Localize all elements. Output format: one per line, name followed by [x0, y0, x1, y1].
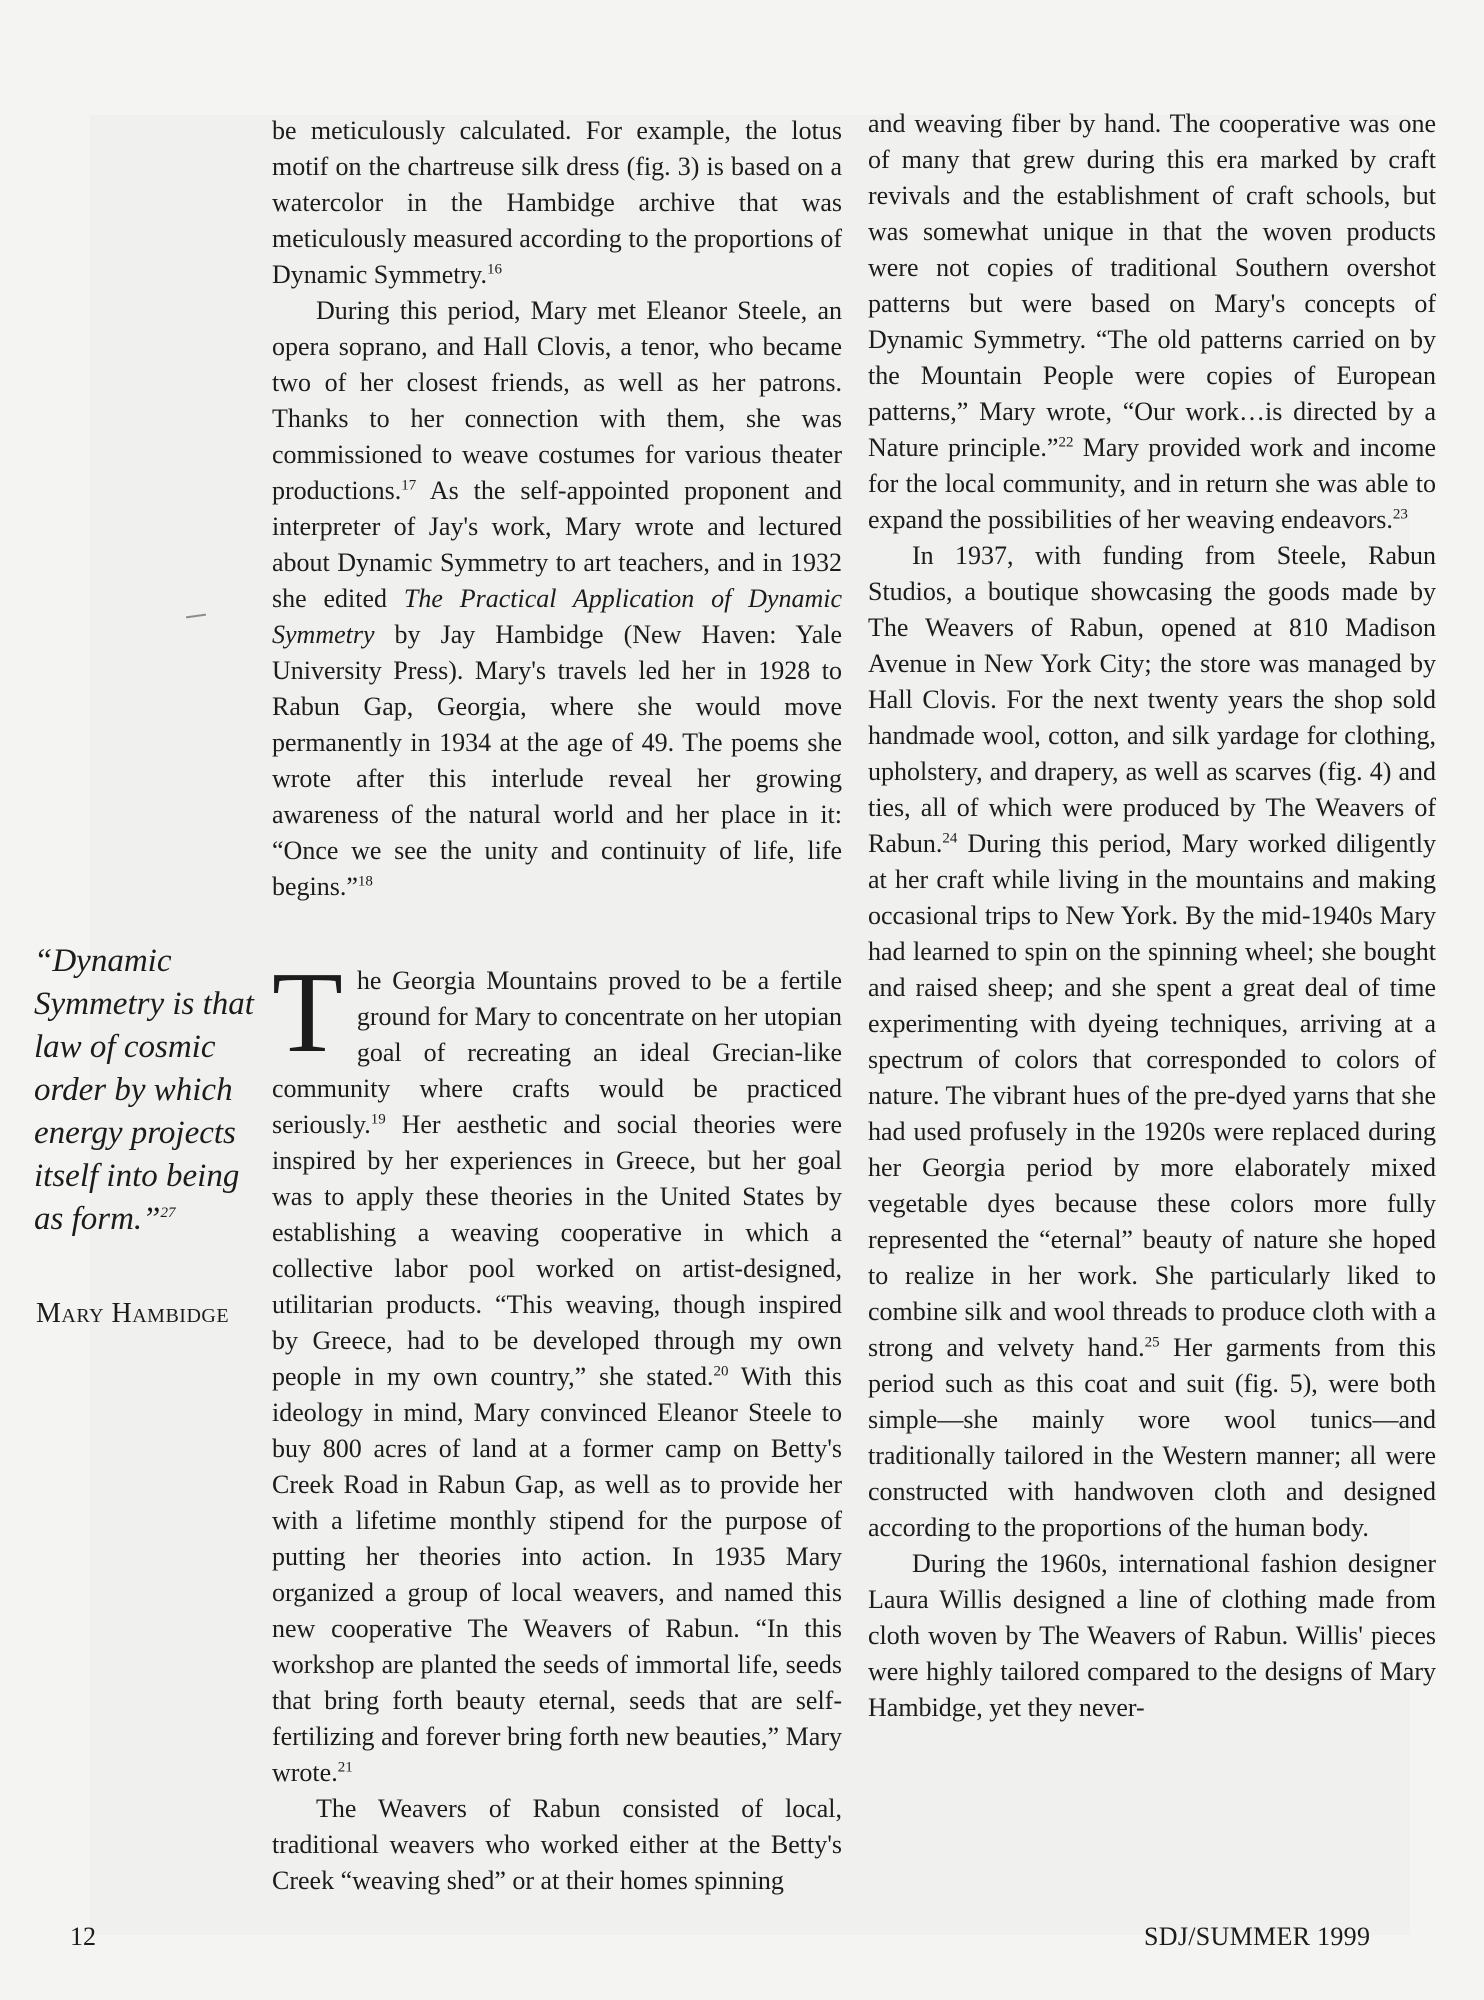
footnote-ref: 20: [713, 1363, 729, 1380]
section-break: [272, 905, 842, 963]
paragraph: be meticulously calculated. For example, the lotus motif on the chartreuse silk dress (fig. 3) is based on a watercolor in the Hambidge archive that was meticulously measured according to the proportions of Dynamic Symmetry.$^{16}$: [272, 116, 842, 289]
paragraph: and weaving fiber by hand. The cooperative was one of many that grew during this era marked by craft revivals and the establishment of craft schools, but was somewhat unique in that the woven products were not copies of traditional Southern overshot patterns but were based on Mary's concepts of Dynamic Symmetry. “The old patterns carried on by the Mountain People were copies of European patterns,” Mary wrote, “Our work…is directed by a Nature principle.”$^{22}$ Mary provided work and income for the local community, and in return she was able to expand the possibilities of her weaving endeavors.$^{23}$: [868, 109, 1436, 534]
footnote-ref: 17: [401, 477, 417, 494]
footnote-ref: 24: [942, 830, 958, 847]
middle-column: [272, 113, 842, 1899]
footnote-ref: 25: [1144, 1334, 1160, 1351]
footnote-ref: 19: [370, 1111, 386, 1128]
footnote-ref: 27: [160, 1205, 176, 1221]
paragraph: In 1937, with funding from Steele, Rabun Studios, a boutique showcasing the goods made by The Weavers of Rabun, opened at 810 Madison Avenue in New York City; the store was managed by Hall Clovis. For the next twenty years the shop sold handmade wool, cotton, and silk yardage for clothing, upholstery, and drapery, as well as scarves (fig. 4) and ties, all of which were produced by The Weavers of Rabun.$^{24}$ During this period, Mary worked diligently at her craft while living in the mountains and making occasional trips to New York. By the mid-1940s Mary had learned to spin on the spinning wheel; she bought and raised sheep; and she spent a great deal of time experimenting with dyeing techniques, arriving at a spectrum of colors that corresponded to colors of nature. The vibrant hues of the pre-dyed yarns that she had used profusely in the 1920s were replaced during her Georgia period by more elaborately mixed vegetable dyes because these colors more fully represented the “eternal” beauty of nature she hoped to realize in her work. She particularly liked to combine silk and wool threads to produce cloth with a strong and velvety hand.$^{25}$ Her garments from this period such as this coat and suit (fig. 5), were both simple—she mainly wore wool tunics—and traditionally tailored in the Western manner; all were constructed with handwoven cloth and designed according to the proportions of the human body.: [868, 541, 1436, 1542]
footnote-ref: 21: [337, 1759, 353, 1776]
paragraph: The Weavers of Rabun consisted of local, traditional weavers who worked either at the Betty's Creek “weaving shed” or at their homes spinning: [272, 1794, 842, 1895]
right-column: [868, 106, 1436, 1726]
pull-quote-author: Mary Hambidge: [36, 1298, 230, 1329]
page-number: 12: [70, 1922, 96, 1951]
footnote-ref: 18: [357, 873, 373, 890]
paragraph: During the 1960s, international fashion designer Laura Willis designed a line of clothing made from cloth woven by The Weavers of Rabun. Willis' pieces were highly tailored compared to the designs of Mary Hambidge, yet they never-: [868, 1549, 1436, 1722]
paragraph: The Georgia Mountains proved to be a fertile ground for Mary to concentrate on her utopian goal of recreating an ideal Grecian-like community where crafts would be practiced seriously.$^{19}$ Her aesthetic and social theories were inspired by her experiences in Greece, but her goal was to apply these theories in the United States by establishing a weaving cooperative in which a collective labor pool worked on artist-designed, utilitarian products. “This weaving, though inspired by Greece, had to be developed through my own people in my own country,” she stated.$^{20}$ With this ideology in mind, Mary convinced Eleanor Steele to buy 800 acres of land at a former camp on Betty's Creek Road in Rabun Gap, as well as to provide her with a lifetime monthly stipend for the purpose of putting her theories into action. In 1935 Mary organized a group of local weavers, and named this new cooperative The Weavers of Rabun. “In this workshop are planted the seeds of immortal life, seeds that bring forth beauty eternal, seeds that are self-fertilizing and forever bring forth new beauties,” Mary wrote.$^{21}$: [272, 949, 843, 1787]
running-footer: SDJ/SUMMER 1999: [1144, 1922, 1371, 1951]
pull-quote: “Dynamic Symmetry is that law of cosmic order by which energy projects itself into being as form.”$^{27}$: [34, 943, 254, 1237]
footnote-ref: 23: [1392, 506, 1408, 523]
book-title: The Practical Application of Dynamic Symmetry: [272, 584, 843, 649]
footnote-ref: 22: [1058, 434, 1074, 451]
paragraph: During this period, Mary met Eleanor Steele, an opera soprano, and Hall Clovis, a tenor, who became two of her closest friends, as well as her patrons. Thanks to her connection with them, she was commissioned to weave costumes for various theater productions.$^{17}$ As the self-appointed proponent and interpreter of Jay's work, Mary wrote and lectured about Dynamic Symmetry to art teachers, and in 1932 she edited The Practical Application of Dynamic Symmetry by Jay Hambidge (New Haven: Yale University Press). Mary's travels led her in 1928 to Rabun Gap, Georgia, where she would move permanently in 1934 at the age of 49. The poems she wrote after this interlude reveal her growing awareness of the natural world and her place in it: “Once we see the unity and continuity of life, life begins.”$^{18}$: [272, 296, 843, 901]
footnote-ref: 16: [486, 261, 502, 278]
drop-cap: T: [272, 949, 343, 1077]
